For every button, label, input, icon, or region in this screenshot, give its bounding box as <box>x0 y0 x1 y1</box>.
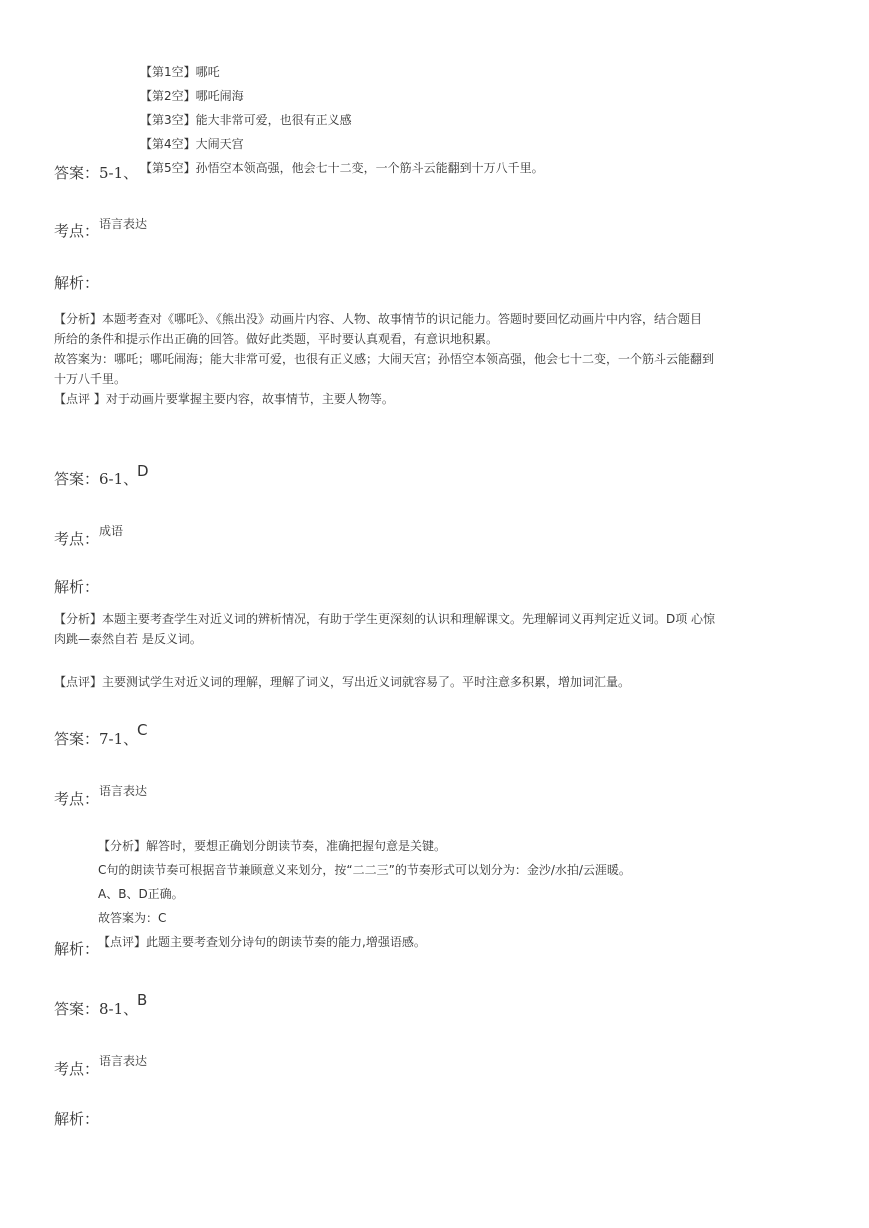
q7-jiexi-label: 解析： <box>54 940 100 958</box>
q7-analysis-line-4: 故答案为：C <box>98 911 167 925</box>
q7-kaodian-label: 考点： <box>54 790 100 808</box>
q5-blank-1: 【第1空】哪吒 <box>140 65 220 79</box>
q6-kaodian-value: 成语 <box>99 524 124 538</box>
q6-jiexi-label: 解析： <box>54 578 100 596</box>
q5-analysis <box>54 309 824 409</box>
q7-analysis-line-1: 【分析】解答时，要想正确划分朗读节奏，准确把握句意是关键。 <box>98 839 447 853</box>
q5-analysis-line-1: 【分析】本题考查对《哪吒》、《熊出没》动画片内容、人物、故事情节的识记能力。答题时要回忆动画片中内容，结合题目 <box>54 312 703 326</box>
q5-blank-3: 【第3空】能大非常可爱，也很有正义感 <box>140 113 352 127</box>
q5-blank-5: 【第5空】孙悟空本领高强，他会七十二变，一个筋斗云能翻到十万八千里。 <box>140 161 544 175</box>
q7-analysis <box>98 834 631 954</box>
q6-kaodian-label: 考点： <box>54 530 100 548</box>
q5-analysis-line-3: 故答案为：哪吒；哪吒闹海；能大非常可爱，也很有正义感；大闹天宫；孙悟空本领高强，他会七十二变，一个筋斗云能翻到 <box>54 352 715 366</box>
q5-comment: 【点评 】对于动画片要掌握主要内容，故事情节，主要人物等。 <box>54 392 394 406</box>
q5-blank-2: 【第2空】哪吒闹海 <box>140 89 244 103</box>
q8-kaodian-value: 语言表达 <box>99 1054 148 1068</box>
q6-answer-value: D <box>137 462 149 480</box>
q8-jiexi-label: 解析： <box>54 1110 100 1128</box>
q5-kaodian-label: 考点： <box>54 222 100 240</box>
q5-blanks <box>140 60 544 180</box>
q6-analysis <box>54 609 824 649</box>
q7-kaodian-value: 语言表达 <box>99 784 148 798</box>
q6-comment: 【点评】主要测试学生对近义词的理解，理解了词义，写出近义词就容易了。平时注意多积累，增加词汇量。 <box>54 675 631 689</box>
q7-answer-label: 答案：7-1、 <box>54 730 139 748</box>
q6-answer-label: 答案：6-1、 <box>54 470 139 488</box>
q7-analysis-line-3: A、B、D正确。 <box>98 887 184 901</box>
q5-analysis-line-4: 十万八千里。 <box>54 372 127 386</box>
q8-answer-value: B <box>137 991 148 1009</box>
q5-analysis-line-2: 所给的条件和提示作出正确的回答。做好此类题，平时要认真观看，有意识地积累。 <box>54 332 499 346</box>
q5-answer-label: 答案：5-1、 <box>54 164 139 182</box>
q7-comment: 【点评】此题主要考查划分诗句的朗读节奏的能力,增强语感。 <box>98 935 426 949</box>
q8-answer-label: 答案：8-1、 <box>54 1000 139 1018</box>
q6-analysis-line-1: 【分析】本题主要考查学生对近义词的辨析情况，有助于学生更深刻的认识和理解课文。先理解词义再判定近义词。D项 心惊 <box>54 612 716 626</box>
q8-kaodian-label: 考点： <box>54 1060 100 1078</box>
q5-blank-4: 【第4空】大闹天宫 <box>140 137 244 151</box>
q7-answer-value: C <box>137 721 148 739</box>
q7-analysis-line-2: C句的朗读节奏可根据音节兼顾意义来划分，按“二二三”的节奏形式可以划分为：金沙/水拍/云涯暖。 <box>98 863 631 877</box>
q6-analysis-line-2: 肉跳—泰然自若 是反义词。 <box>54 632 202 646</box>
q5-jiexi-label: 解析： <box>54 274 100 292</box>
q5-kaodian-value: 语言表达 <box>99 217 148 231</box>
